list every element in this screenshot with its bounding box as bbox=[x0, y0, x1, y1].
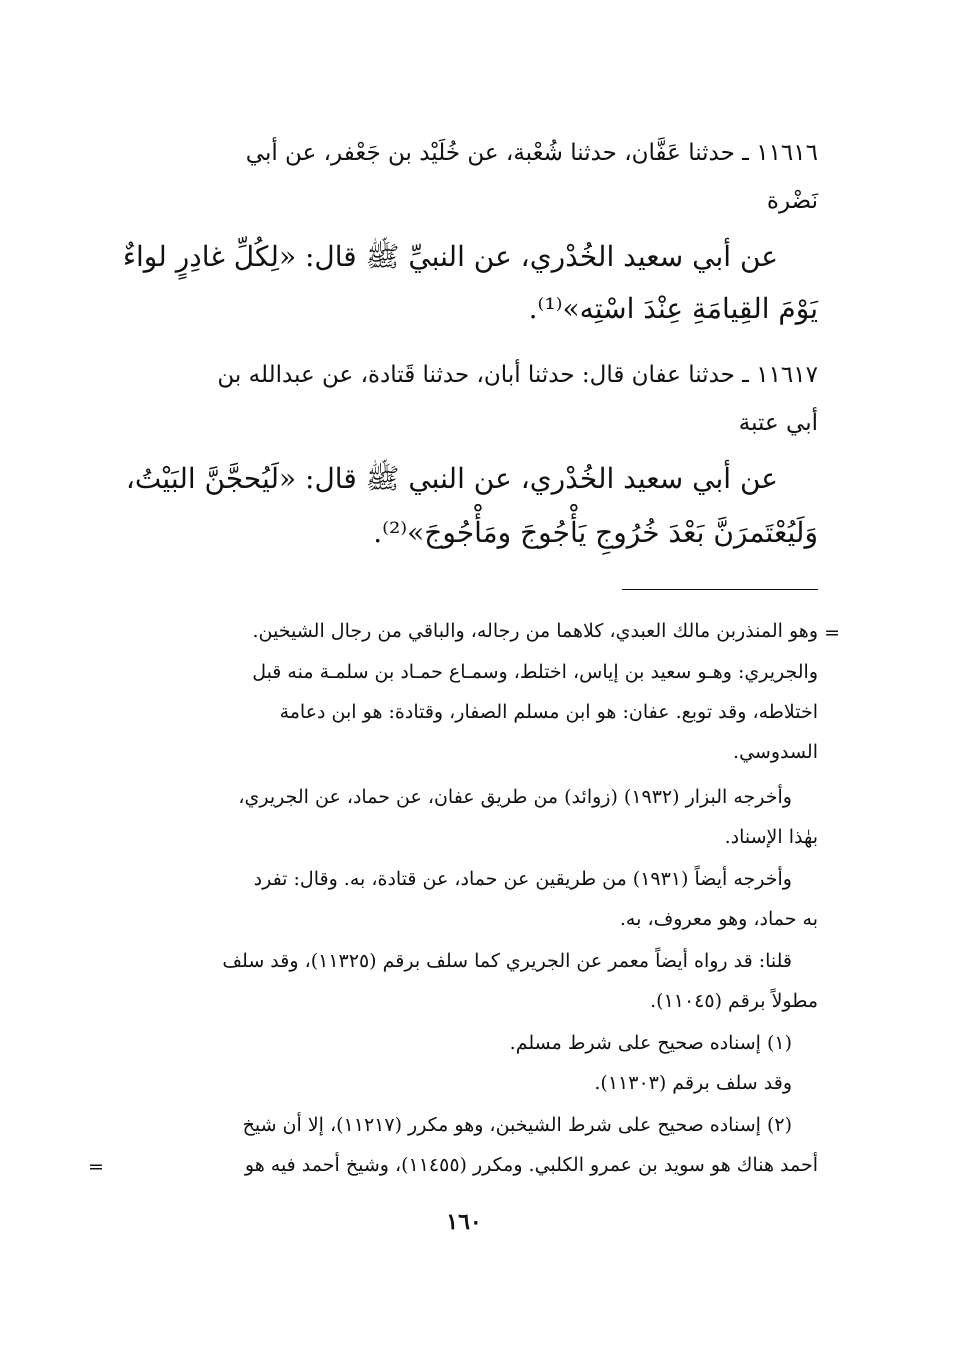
hadith-isnad-line: ١١٦١٦ ـ حدثنا عَفَّان، حدثنا شُعْبة، عن خُلَيْد بن جَعْفر، عن أبي bbox=[245, 140, 818, 166]
footnote-line: وأخرجه أيضاً (١٩٣١) من طريقين عن حماد، عن قتادة، به. وقال: تفرد bbox=[253, 868, 792, 890]
hadith-matn-line: يَوْمَ القِيامَةِ عِنْدَ اسْتِه»⁽¹⁾. bbox=[528, 292, 818, 325]
footnote-divider bbox=[622, 589, 818, 590]
hadith-matn-line: عن أبي سعيد الخُدْري، عن النبي ﷺ قال: «لَيُحجَّنَّ البَيْتُ، bbox=[125, 462, 778, 495]
hadith-isnad-line: نَضْرة bbox=[766, 188, 818, 214]
footnote-line: مطولاً برقم (١١٠٤٥). bbox=[650, 990, 818, 1012]
footnote-line: السدوسي. bbox=[733, 741, 818, 763]
footnote-line: اختلاطه، وقد توبع. عفان: هو ابن مسلم الصفار، وقتادة: هو ابن دعامة bbox=[279, 701, 818, 723]
footnote-line: قلنا: قد رواه أيضاً معمر عن الجريري كما سلف برقم (١١٣٢٥)، وقد سلف bbox=[222, 950, 792, 972]
hadith-matn-line: عن أبي سعيد الخُدْري، عن النبيِّ ﷺ قال: «لِكُلِّ غادِرٍ لواءٌ bbox=[122, 240, 778, 273]
footnote-line: (٢) إسناده صحيح على شرط الشيخبن، وهو مكرر (١١٢١٧)، إلا أن شيخ bbox=[242, 1114, 792, 1136]
footnote-line: (١) إسناده صحيح على شرط مسلم. bbox=[509, 1032, 792, 1054]
footnote-line: والجريري: وهـو سعيد بن إياس، اختلط، وسمـاع حمـاد بن سلمـة منه قبل bbox=[252, 661, 818, 683]
page-number: ١٦٠ bbox=[446, 1209, 482, 1235]
footnote-line: أحمد هناك هو سويد بن عمرو الكلبي. ومكرر (١١٤٥٥)، وشيخ أحمد فيه هو bbox=[244, 1154, 818, 1176]
footnote-line: وأخرجه البزار (١٩٣٢) (زوائد) من طريق عفان، عن حماد، عن الجريري، bbox=[238, 786, 792, 808]
book-page bbox=[88, 0, 840, 1366]
footnote-line: وقد سلف برقم (١١٣٠٣). bbox=[594, 1072, 792, 1094]
footnote-line: بهٰذا الإسناد. bbox=[724, 826, 818, 848]
hadith-isnad-line: أبي عتبة bbox=[738, 410, 818, 436]
continuation-end-mark: = bbox=[88, 1156, 104, 1178]
hadith-isnad-line: ١١٦١٧ ـ حدثنا عفان قال: حدثنا أبان، حدثنا قَتادة، عن عبدالله بن bbox=[217, 362, 818, 388]
hadith-matn-line: وَلَيُعْتَمرَنَّ بَعْدَ خُرُوجِ يَأْجُوجَ ومَأْجُوجَ»⁽²⁾. bbox=[373, 516, 818, 549]
continuation-mark: = bbox=[824, 622, 840, 644]
footnote-line: به حماد، وهو معروف، به. bbox=[619, 908, 818, 930]
footnote-line: وهو المنذربن مالك العبدي، كلاهما من رجاله، والباقي من رجال الشيخين. bbox=[252, 620, 818, 642]
